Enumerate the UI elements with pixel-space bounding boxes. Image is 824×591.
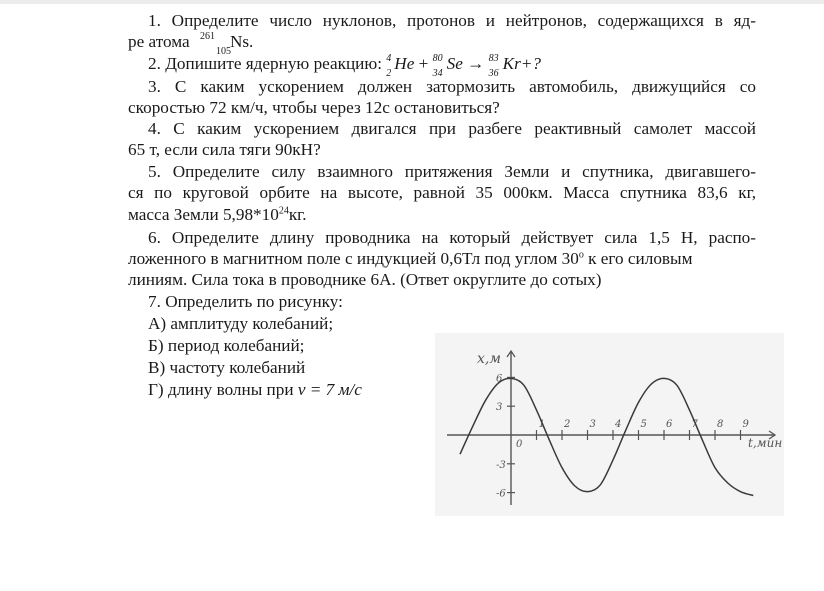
y-tick-label: 6 [496,373,503,385]
x-tick-label: 7 [691,419,698,430]
q6-text-2: ложенного в магнитном поле с индукцией 0,6Тл под углом 30 [128,249,579,268]
q3-line1 [128,76,756,97]
y-tick-label: 0 [516,439,523,450]
he-mass: 4 [386,53,392,64]
x-tick-label: 4 [615,419,622,430]
q6-line1 [128,227,756,248]
q2-text: 2. Допишите ядерную реакцию: [148,54,382,73]
q5-text: 5. Определите силу взаимного притяжения Земли и спутника, двигавшего- [148,162,756,181]
x-tick-label: 2 [564,419,571,430]
he-symbol: He [394,54,415,73]
q5-line1 [128,161,756,182]
kr-charge: 36 [488,68,499,79]
q4-text-2: 65 т, если сила тяги 90кН? [128,140,321,159]
y-axis-label: x,м [477,351,501,367]
q6-text: 6. Определите длину проводника на который действует сила 1,5 Н, распо- [148,228,756,247]
q3-line2 [128,97,756,118]
q1-text-2: ре атома [128,32,190,51]
q4-line1 [128,118,756,139]
x-tick-label: 3 [589,419,596,430]
q5-line2 [128,182,756,203]
q7-b-text: Б) период колебаний; [148,336,305,355]
q6-line3 [128,269,756,290]
q1-charge-number: 105 [215,46,231,57]
q6-text-3: линиям. Сила тока в проводнике 6А. (Ответ округлите до сотых) [128,270,602,289]
q5-line3 [128,204,756,225]
q5-text-2: ся по круговой орбите на высоте, равной 35 000км. Масса спутника 83,6 кг, [128,183,756,202]
kr-mass: 83 [488,53,499,64]
oscillation-figure [435,333,784,516]
q3-text-2: скоростью 72 км/ч, чтобы через 12с остановиться? [128,98,500,117]
q6-degree: o [578,249,584,261]
graph-curve [460,378,753,495]
q5-text-3: масса Земли 5,98*10 [128,205,279,224]
q2-reaction [386,53,542,79]
kr-symbol: Kr+? [502,54,542,73]
q7-a-text: А) амплитуду колебаний; [148,314,334,333]
y-tick-label: -6 [496,488,506,500]
q7-d-text: Г) длину волны при [148,380,298,399]
q7-text: 7. Определить по рисунку: [148,292,343,311]
top-frame-strip [0,0,824,4]
q7-item-a [128,313,756,334]
q6-line2 [128,248,756,269]
x-tick-label: 1 [538,419,545,430]
x-tick-label: 5 [640,419,647,430]
he-charge: 2 [386,68,392,79]
x-tick-label: 9 [742,419,749,430]
x-tick-label: 8 [717,419,724,430]
q1-nuclide [194,31,231,57]
q3-text: 3. С каким ускорением должен затормозить автомобиль, движущийся со [148,77,756,96]
se-mass: 80 [432,53,443,64]
oscillation-graph [435,333,784,516]
q1-element-symbol: Ns. [229,32,254,51]
q2-line [128,53,756,79]
plus-sign: + [418,54,429,73]
x-tick-label: 6 [666,419,673,430]
q7-line1 [128,291,756,312]
oscillation-curve [460,378,753,495]
se-symbol: Se [446,54,463,73]
q4-line2 [128,139,756,160]
se-charge: 34 [432,68,443,79]
arrow-icon: → [467,54,485,73]
q1-line1 [128,10,756,31]
q1-mass-number: 261 [199,31,215,42]
q5-exponent: 24 [278,205,289,217]
q6-text-2b: к его силовым [583,249,693,268]
q7-d-velocity: v = 7 м/с [297,380,362,399]
q1-text: 1. Определите число нуклонов, протонов и нейтронов, содержащихся в яд- [148,11,756,30]
x-axis-label: t,мин [748,436,783,450]
y-tick-label: 3 [496,402,503,414]
q4-text: 4. С каким ускорением двигался при разбеге реактивный самолет массой [148,119,756,138]
q5-unit: кг. [288,205,307,224]
q7-c-text: В) частоту колебаний [148,358,306,377]
y-tick-label: -3 [496,459,506,471]
